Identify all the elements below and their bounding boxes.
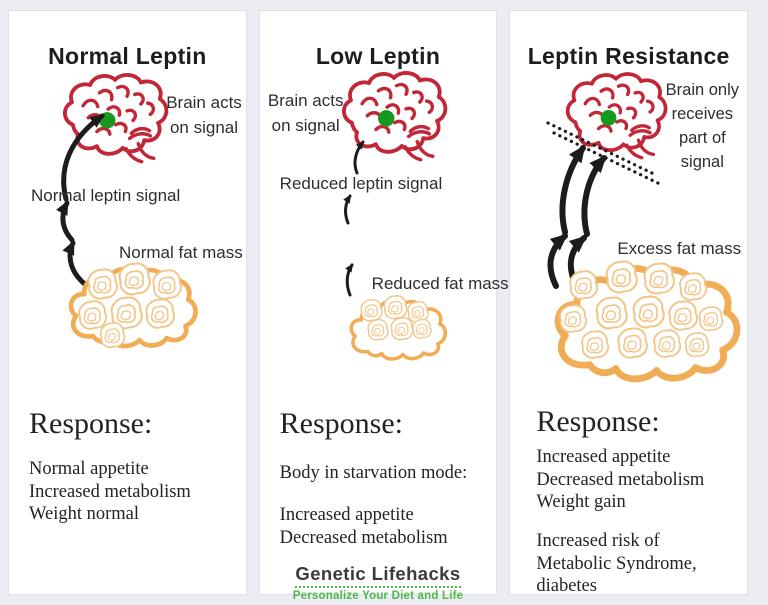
- caption-line: on signal: [169, 117, 239, 137]
- panel-low-leptin: [259, 10, 509, 602]
- response-intro: Body in starvation mode:: [279, 463, 468, 483]
- brain-icon: [65, 75, 166, 162]
- caption-line: on signal: [271, 115, 340, 135]
- brain-caption: [163, 91, 245, 140]
- leptin-signal-label: Reduced leptin signal: [279, 174, 443, 193]
- up-arrow-icon: [347, 265, 352, 295]
- panel-title: Normal Leptin: [48, 43, 207, 69]
- panel-normal-leptin: [8, 10, 247, 595]
- caption-line: signal: [680, 152, 724, 171]
- response-heading: Response:: [536, 405, 660, 438]
- brain-icon: [568, 74, 666, 158]
- up-arrow-icon: [355, 142, 363, 173]
- brain-caption: [660, 79, 744, 175]
- response-list-secondary: [536, 531, 696, 599]
- panel-title: Low Leptin: [315, 43, 441, 69]
- up-arrow-icon: [70, 243, 86, 285]
- panel-title: Leptin Resistance: [527, 43, 730, 69]
- fat-mass-label: Excess fat mass: [617, 239, 742, 258]
- logo-tagline: Personalize Your Diet and Life: [292, 590, 464, 602]
- caption-line: part of: [678, 128, 726, 147]
- response-line: diabetes: [536, 576, 597, 596]
- response-heading: Response:: [279, 407, 403, 440]
- response-heading: Response:: [29, 407, 153, 440]
- up-arrow-icons: [345, 142, 362, 295]
- up-arrow-icon: [63, 203, 72, 240]
- response-line: Increased risk of: [536, 531, 660, 551]
- response-line: Decreased metabolism: [536, 469, 705, 490]
- fat-mass-icon: [71, 264, 196, 348]
- caption-line: receives: [671, 104, 734, 123]
- fat-mass-icon: [558, 262, 737, 379]
- up-arrow-icon: [551, 236, 566, 286]
- response-line: Normal appetite: [29, 459, 149, 479]
- up-arrow-icon: [585, 158, 605, 234]
- response-line: Decreased metabolism: [279, 527, 448, 548]
- logo-name: Genetic Lifehacks: [295, 563, 460, 588]
- leptin-signal-label: Normal leptin signal: [31, 186, 181, 205]
- up-arrow-icon: [563, 148, 584, 232]
- fat-mass-icon: [351, 296, 445, 359]
- response-line: Metabolic Syndrome,: [536, 553, 697, 574]
- up-arrow-icon: [571, 238, 584, 287]
- response-list: [29, 459, 191, 527]
- response-list: [536, 447, 704, 515]
- caption-line: Brain acts: [166, 93, 242, 112]
- brain-caption: [268, 89, 344, 138]
- up-arrow-icon: [345, 196, 349, 223]
- caption-line: Brain only: [665, 81, 740, 99]
- response-line: Weight normal: [29, 504, 139, 524]
- fat-mass-label: Normal fat mass: [119, 243, 243, 262]
- response-line: Increased metabolism: [29, 481, 191, 502]
- up-arrow-icons: [551, 148, 605, 287]
- panel-leptin-resistance: [509, 10, 748, 595]
- fat-mass-label: Reduced fat mass: [371, 274, 509, 293]
- genetic-lifehacks-logo: [260, 563, 497, 602]
- response-line: Weight gain: [536, 492, 626, 512]
- caption-line: Brain acts: [267, 91, 344, 110]
- blocked-signal-dotted-line: [548, 123, 662, 185]
- response-list: [280, 505, 448, 550]
- response-line: Increased appetite: [279, 505, 414, 525]
- response-line: Increased appetite: [536, 447, 671, 467]
- brain-icon: [344, 73, 445, 160]
